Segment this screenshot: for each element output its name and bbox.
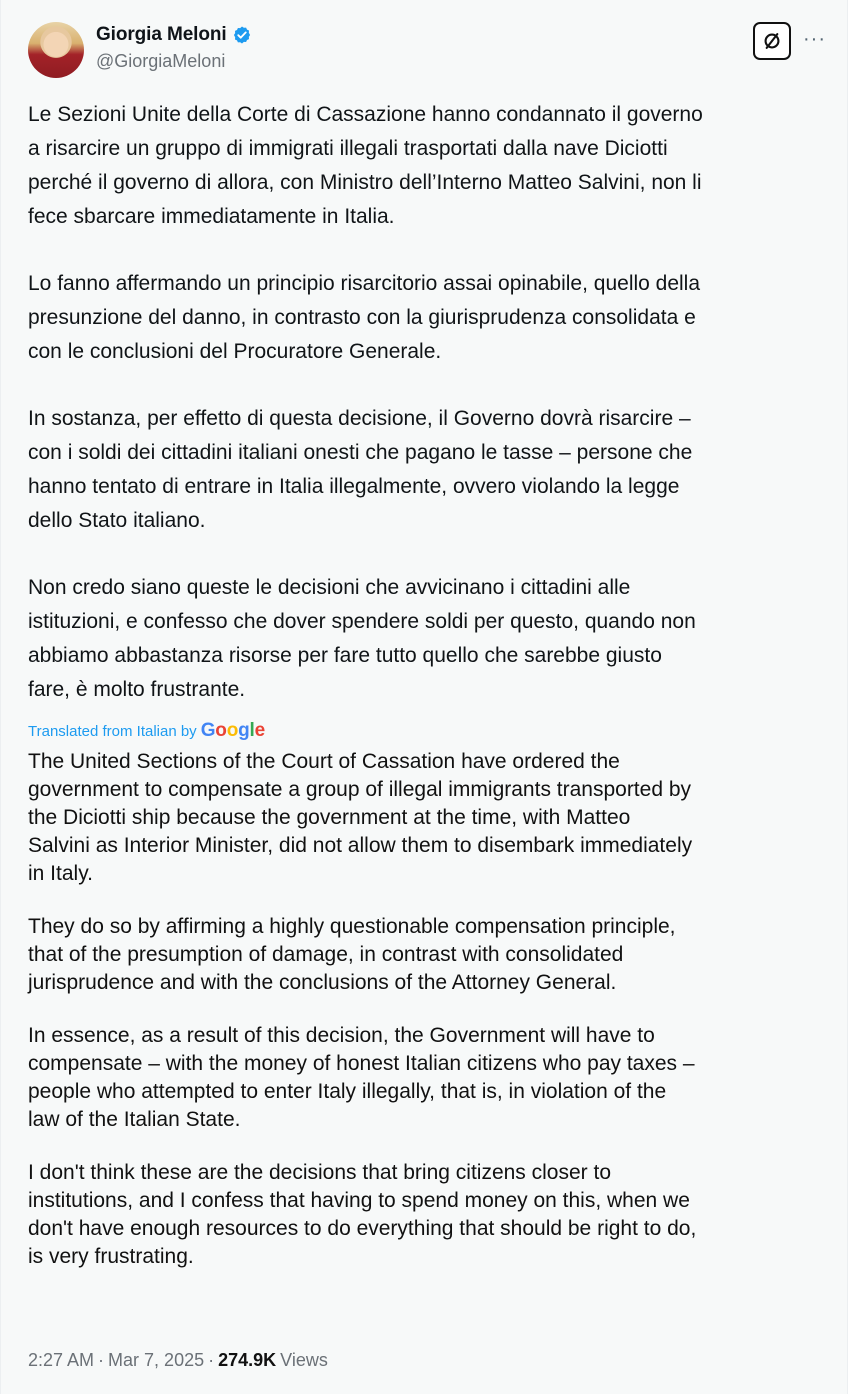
english-paragraph-4: I don't think these are the decisions that bring citizens closer to institutions, and I confess that having to spend money on this, when we don't have enough resources to do everything that should be right to do, is very frustrating. <box>28 1161 697 1268</box>
google-logo: Google <box>200 720 265 741</box>
english-paragraph-2: They do so by affirming a highly questionable compensation principle, that of the presumption of damage, in contrast with consolidated jurisprudence and with the conclusions of the Attorney General. <box>28 915 676 994</box>
english-paragraph-3: In essence, as a result of this decision, the Government will have to compensate – with the money of honest Italian citizens who pay taxes – people who attempted to enter Italy illegally, that is, in violation of the law of the Italian State. <box>28 1024 695 1131</box>
translated-english-text <box>28 748 830 1271</box>
author-display-name[interactable]: Giorgia Meloni <box>96 24 227 45</box>
author-name-row <box>96 23 252 47</box>
meta-separator: · <box>98 1350 105 1370</box>
author-avatar[interactable] <box>28 22 84 78</box>
tweet-header <box>28 22 826 80</box>
more-options-button[interactable]: ··· <box>803 28 826 50</box>
author-handle[interactable]: @GiorgiaMeloni <box>96 51 226 71</box>
italian-paragraph-4: Non credo siano queste le decisioni che avvicinano i cittadini alle istituzioni, e confesso che dover spendere soldi per questo, quando non abbiamo abbastanza risorse per fare tutto quello che sarebbe giusto fare, è molto frustrante. <box>28 576 696 701</box>
italian-paragraph-3: In sostanza, per effetto di questa decisione, il Governo dovrà risarcire – con i soldi dei cittadini italiani onesti che pagano le tasse – persone che hanno tentato di entrare in Italia illegalmente, ovvero violando la legge dello Stato italiano. <box>28 407 693 532</box>
author-identity <box>96 23 252 72</box>
translation-label: Translated from Italian by <box>28 722 197 740</box>
tweet-meta <box>28 1350 328 1371</box>
post-date[interactable]: Mar 7, 2025 <box>108 1350 205 1370</box>
italian-paragraph-1: Le Sezioni Unite della Corte di Cassazione hanno condannato il governo a risarcire un gruppo di immigrati illegali trasportati dalla nave Diciotti perché il governo di allora, con Ministro dell’Interno Matteo Salvini, non li fece sbarcare immediatamente in Italia. <box>28 103 703 228</box>
views-label: Views <box>280 1350 328 1370</box>
translation-attribution[interactable] <box>28 720 830 742</box>
italian-paragraph-2: Lo fanno affermando un principio risarcitorio assai opinabile, quello della presunzione del danno, in contrasto con la giurisprudenza consolidata e con le conclusioni del Procuratore Generale. <box>28 272 701 363</box>
tweet-content <box>28 98 830 1296</box>
post-time[interactable]: 2:27 AM <box>28 1350 95 1370</box>
original-italian-text <box>28 98 830 707</box>
meta-separator-2: · <box>208 1350 215 1370</box>
header-actions <box>753 22 826 60</box>
verified-badge-icon <box>232 25 252 45</box>
slash-square-icon <box>761 30 783 52</box>
english-paragraph-1: The United Sections of the Court of Cassation have ordered the government to compensate a group of illegal immigrants transported by the Diciotti ship because the government at the time, with Matteo Salvini as Interior Minister, did not allow them to disembark immediately in Italy. <box>28 750 693 885</box>
views-count[interactable]: 274.9K <box>218 1350 277 1370</box>
grok-button[interactable] <box>753 22 791 60</box>
